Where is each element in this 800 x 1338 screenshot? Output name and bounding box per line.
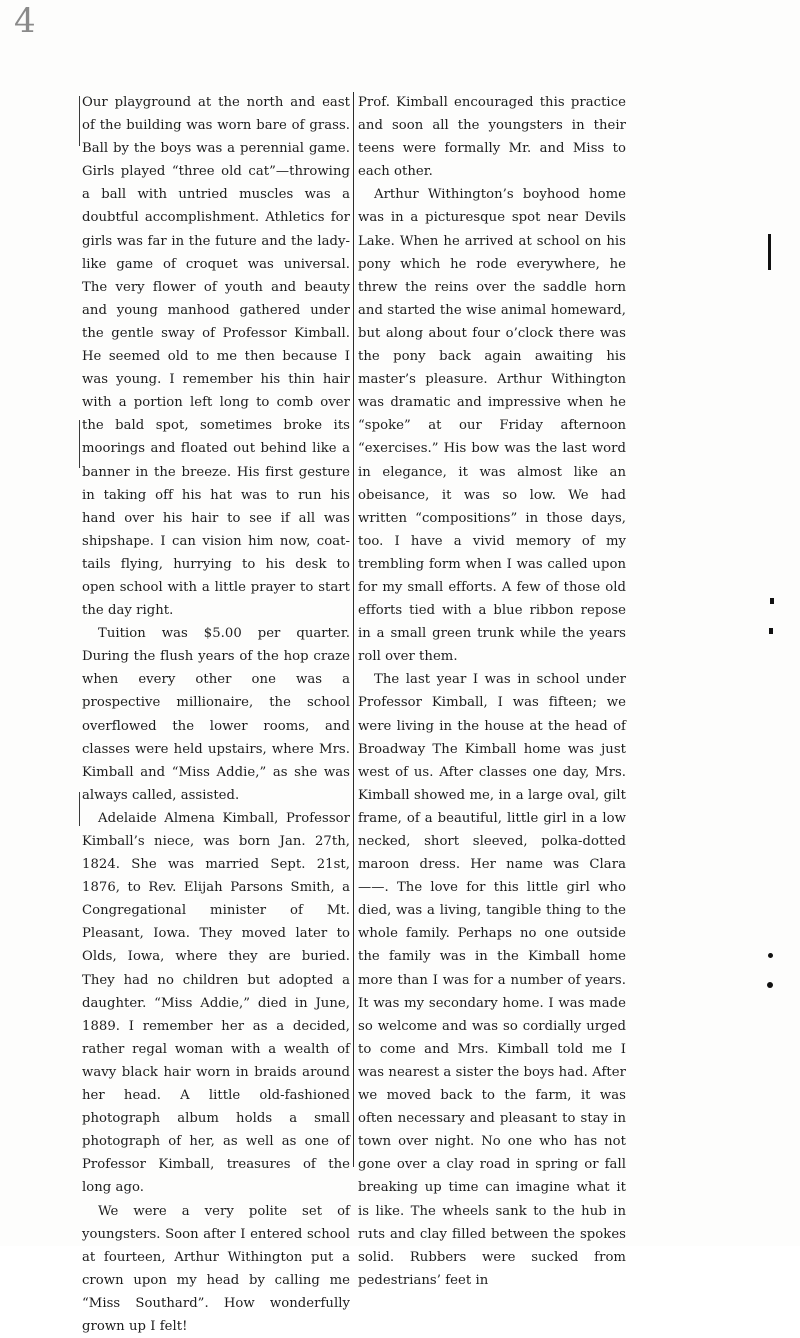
margin-mark <box>767 982 773 988</box>
paragraph: Prof. Kimball encouraged this practice and soon all the youngsters in their teens were formally Mr. and Miss to each other. <box>358 91 626 183</box>
margin-rule <box>79 792 80 826</box>
paragraph: The last year I was in school under Professor Kimball, I was fifteen; we were living in the house at the head of Broadway The Kimball home was just west of us. After classes one day, Mrs. Kimball showed me, in a large oval, gilt frame, of a beautiful, little girl in a low necked, short sleeved, polka-dotted maroon dress. Her name was Clara——. The love for this little girl who died, was a living, tangible thing to the whole family. Perhaps no one outside the family was in the Kimball home more than I was for a number of years. It was my secondary home. I was made so welcome and was so cordially urged to come and Mrs. Kimball told me I was nearest a sister the boys had. After we moved back to the farm, it was often necessary and pleasant to stay in town over night. No one who has not gone over a clay road in spring or fall breaking up time can imagine what it is like. The wheels sank to the hub in ruts and clay filled between the spokes solid. Rubbers were sucked from pedestrians’ feet in <box>358 668 626 1292</box>
paragraph: Arthur Withington’s boyhood home was in a picturesque spot near Devils Lake. When he arrived at school on his pony which he rode everywhere, he threw the reins over the saddle horn and started the wise animal homeward, but along about four o’clock there was the pony back again awaiting his master’s pleasure. Arthur Withington was dramatic and impressive when he “spoke” at our Friday afternoon “exercises.” His bow was the last word in elegance, it was almost like an obeisance, it was so low. We had written “compositions” in those days, too. I have a vivid memory of my trembling form when I was called upon for my small efforts. A few of those old efforts tied with a blue ribbon repose in a small green trunk while the years roll over them. <box>358 183 626 668</box>
page-number-mark: 4 <box>14 4 36 38</box>
margin-rule <box>79 420 80 468</box>
margin-mark <box>769 628 773 634</box>
paragraph: Tuition was $5.00 per quarter. During the flush years of the hop craze when every other one was a prospective millionaire, the school overflowed the lower rooms, and classes were held upstairs, where Mrs. Kimball and “Miss Addie,” as she was always called, assisted. <box>82 622 350 807</box>
margin-rule <box>79 96 80 146</box>
margin-mark <box>770 598 774 604</box>
margin-mark <box>768 234 771 270</box>
left-column <box>82 91 350 1338</box>
margin-mark <box>768 953 773 958</box>
paragraph: Adelaide Almena Kimball, Professor Kimball’s niece, was born Jan. 27th, 1824. She was married Sept. 21st, 1876, to Rev. Elijah Parsons Smith, a Congregational minister of Mt. Pleasant, Iowa. They moved later to Olds, Iowa, where they are buried. They had no children but adopted a daughter. “Miss Addie,” died in June, 1889. I remember her as a decided, rather regal woman with a wealth of wavy black hair worn in braids around her head. A little old-fashioned photograph album holds a small photograph of her, as well as one of Professor Kimball, treasures of the long ago. <box>82 807 350 1200</box>
right-column <box>358 91 626 1292</box>
paragraph: We were a very polite set of youngsters. Soon after I entered school at fourteen, Arthur Withington put a crown upon my head by calling me “Miss Southard”. How wonderfully grown up I felt! <box>82 1200 350 1338</box>
paragraph: Our playground at the north and east of the building was worn bare of grass. Ball by the boys was a perennial game. Girls played “three old cat”—throwing a ball with untried muscles was a doubtful accomplishment. Athletics for girls was far in the future and the lady-like game of croquet was universal. The very flower of youth and beauty and young manhood gathered under the gentle sway of Professor Kimball. He seemed old to me then because I was young. I remember his thin hair with a portion left long to comb over the bald spot, sometimes broke its moorings and floated out behind like a banner in the breeze. His first gesture in taking off his hat was to run his hand over his hair to see if all was shipshape. I can vision him now, coat-tails flying, hurrying to his desk to open school with a little prayer to start the day right. <box>82 91 350 622</box>
column-divider <box>353 92 354 1167</box>
